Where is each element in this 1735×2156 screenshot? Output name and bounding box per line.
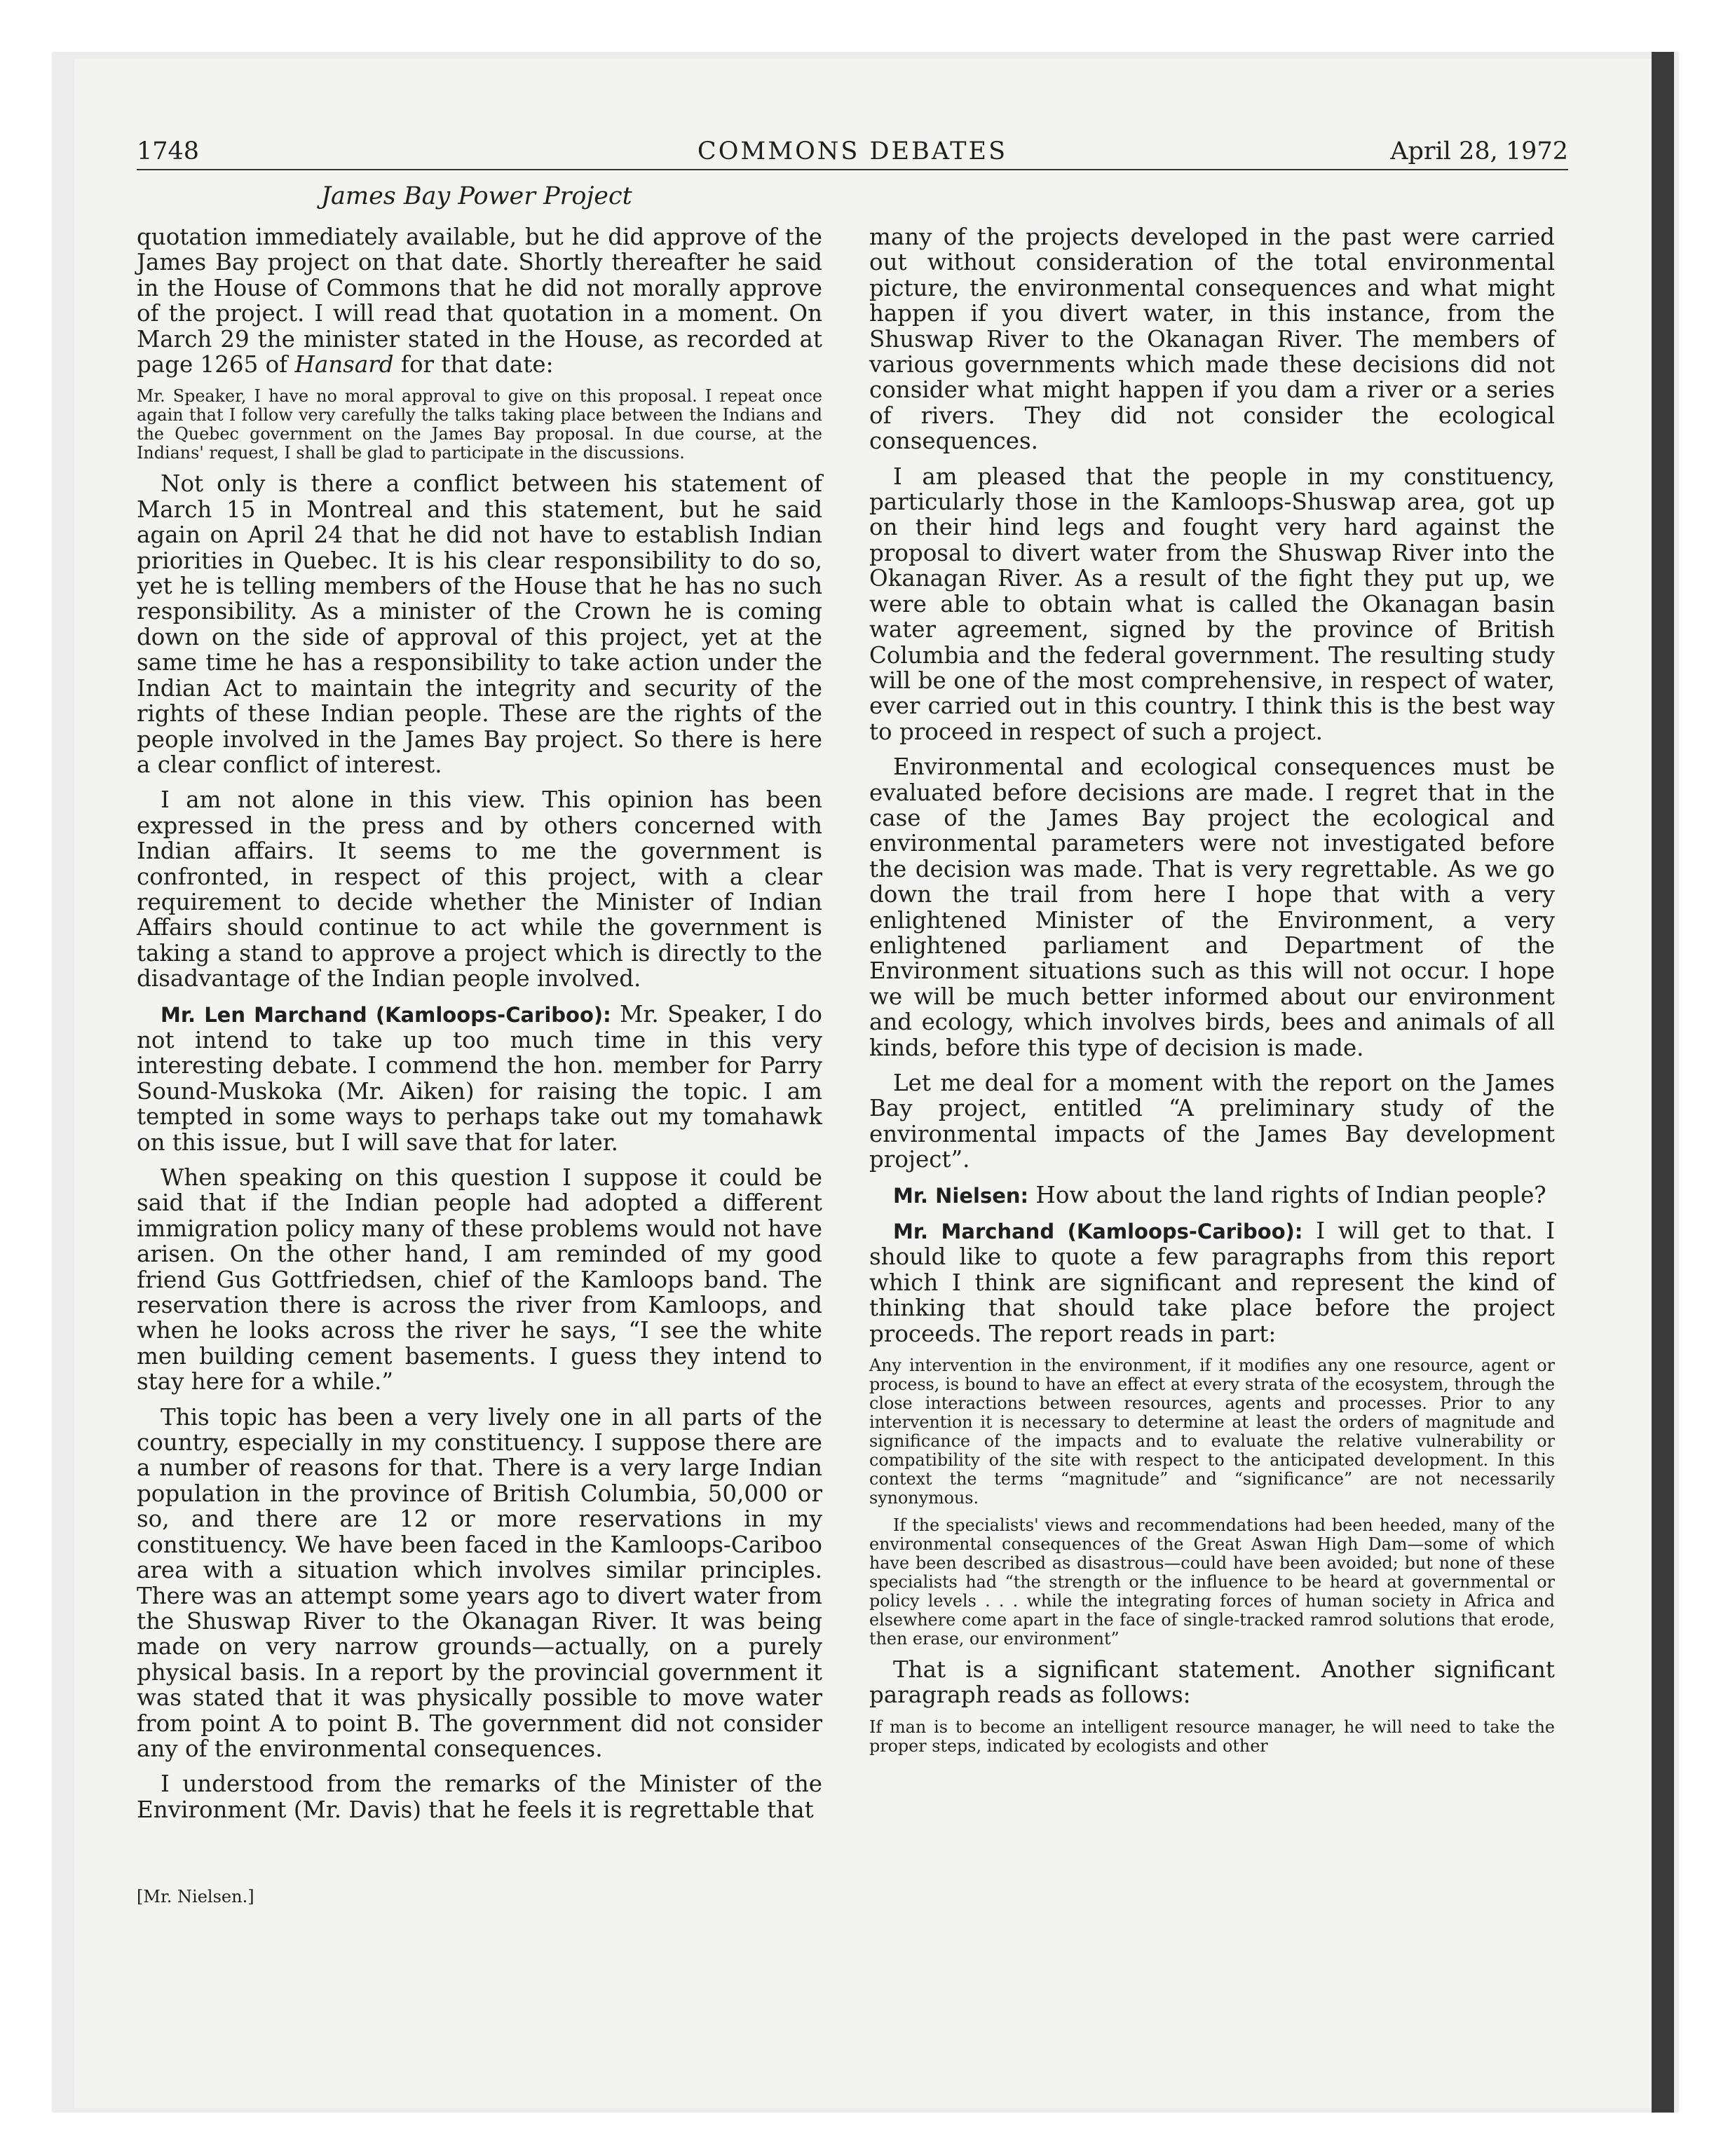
paragraph [869,1182,1555,1208]
paragraph: When speaking on this question I suppose it could be said that if the Indian people had adopted a different immigration policy many of these problems would not have arisen. On the other hand, I am reminded of my good friend Gus Gottfriedsen, chief of the Kamloops band. The reservation there is across the river from Kamloops, and when he looks across the river he says, “I see the white men building cement basements. I guess they intend to stay here for a while.” [137,1164,822,1396]
paragraph-text: Mr. Speaker, I do not intend to take up too much time in this very interesting debate. I commend the hon. member for Parry Sound-Muskoka (Mr. Aiken) for raising the topic. I am tempted in some ways to perhaps take out my tomahawk on this issue, but I will save that for later. [137,1000,822,1156]
paragraph-text: quotation immediately available, but he did approve of the James Bay project on that date. Shortly thereafter he said in the House of Commons that he did not morally approve of the project. I will read that quotation in a moment. On March 29 the minister stated in the House, as recorded at page 1265 of [137,224,822,378]
paragraph [137,224,822,377]
block-quote: If the specialists' views and recommendations had been heeded, many of the environmental consequences of the Great Aswan High Dam—some of which have been described as disastrous—could have been avoided; but none of these specialists had “the strength or the influence to be heard at governmental or policy levels . . . while the integrating forces of human society in Africa and elsewhere come apart in the face of single-tracked ramrod solutions that erode, then erase, our environment” [869,1515,1555,1649]
scan-edge-bar [1652,52,1674,2113]
page-header [137,135,1568,170]
block-quote: Any intervention in the environment, if it modifies any one resource, agent or process, is bound to have an effect at every strata of the ecosystem, through the close interactions between resources, agents and processes. Prior to any intervention it is necessary to determine at least the orders of magnitude and significance of the impacts and to evaluate the relative vulnerability or compatibility of the site with respect to the anticipated development. In this context the terms “magnitude” and “significance” are not necessarily synonymous. [869,1356,1555,1508]
right-column [869,224,1555,1764]
speaker-name: Mr. Len Marchand (Kamloops-Cariboo): [161,1002,611,1027]
paragraph: many of the projects developed in the past were carried out without consideration of the total environmental picture, the environmental consequences and what might happen if you divert water, in this instance, from the Shuswap River to the Okanagan River. The members of various governments which made these decisions did not consider what might happen if you dam a river or a series of rivers. They did not consider the ecological consequences. [869,224,1555,455]
block-quote: If man is to become an intelligent resource manager, he will need to take the proper steps, indicated by ecologists and other [869,1717,1555,1756]
header-date: April 28, 1972 [1390,137,1568,165]
paragraph [869,1218,1555,1346]
speaker-name: Mr. Marchand (Kamloops-Cariboo): [893,1220,1303,1244]
left-column [137,224,822,1832]
speaker-name: Mr. Nielsen: [893,1183,1029,1208]
paragraph: Environmental and ecological consequences must be evaluated before decisions are made. I regret that in the case of the James Bay project the ecological and environmental parameters were not investigated before the decision was made. That is very regrettable. As we go down the trail from here I hope that with a very enlightened Minister of the Environment, a very enlightened parliament and Department of the Environment situations such as this will not occur. I hope we will be much better informed about our environment and ecology, which involves birds, bees and animals of all kinds, before this type of decision is made. [869,753,1555,1061]
running-title: COMMONS DEBATES [697,137,1008,165]
paragraph-text: for that date: [393,351,554,378]
paragraph: I am not alone in this view. This opinion has been expressed in the press and by others concerned with Indian affairs. It seems to me the government is confronted, in respect of this project, with a clear requirement to decide whether the Minister of Indian Affairs should continue to act while the government is taking a stand to approve a project which is directly to the disadvantage of the Indian people involved. [137,786,822,992]
block-quote: Mr. Speaker, I have no moral approval to give on this proposal. I repeat once again that I follow very carefully the talks taking place between the Indians and the Quebec government on the James Bay proposal. In due course, at the Indians' request, I shall be glad to participate in the discussions. [137,386,822,463]
paragraph: I am pleased that the people in my constituency, particularly those in the Kamloops-Shuswap area, got up on their hind legs and fought very hard against the proposal to divert water from the Shuswap River into the Okanagan River. As a result of the fight they put up, we were able to obtain what is called the Okanagan basin water agreement, signed by the province of British Columbia and the federal government. The resulting study will be one of the most comprehensive, in respect of water, ever carried out in this country. I think this is the best way to proceed in respect of such a project. [869,463,1555,745]
paragraph: Not only is there a conflict between his statement of March 15 in Montreal and this statement, but he said again on April 24 that he did not have to establish Indian priorities in Quebec. It is his clear responsibility to do so, yet he is telling members of the House that he has no such responsibility. As a minister of the Crown he is coming down on the side of approval of this project, yet at the same time he has a responsibility to take action under the Indian Act to maintain the integrity and security of the rights of these Indian people. These are the rights of the people involved in the James Bay project. So there is here a clear conflict of interest. [137,470,822,778]
hansard-italic: Hansard [294,351,394,378]
page-number: 1748 [137,137,200,165]
paragraph-text: How about the land rights of Indian people? [1028,1181,1546,1208]
paragraph [137,1002,822,1155]
paragraph: This topic has been a very lively one in all parts of the country, especially in my constituency. I suppose there are a number of reasons for that. There is a very large Indian population in the province of British Columbia, 50,000 or so, and there are 12 or more reservations in my constituency. We have been faced in the Kamloops-Cariboo area with a situation which involves similar principles. There was an attempt some years ago to divert water from the Shuswap River to the Okanagan River. It was being made on very narrow grounds—actually, on a purely physical basis. In a report by the provincial government it was stated that it was physically possible to move water from point A to point B. The government did not consider any of the environmental consequences. [137,1403,822,1762]
paragraph: I understood from the remarks of the Minister of the Environment (Mr. Davis) that he feels it is regrettable that [137,1770,822,1823]
paragraph: Let me deal for a moment with the report on the James Bay project, entitled “A preliminary study of the environmental impacts of the James Bay development project”. [869,1070,1555,1173]
paragraph: That is a significant statement. Another significant paragraph reads as follows: [869,1656,1555,1709]
section-title: James Bay Power Project [321,182,632,210]
footer-note: [Mr. Nielsen.] [137,1887,254,1906]
paragraph-text: I will get to that. I should like to quote a few paragraphs from this report which I think are significant and represent the kind of thinking that should take place before the project proceeds. The report reads in part: [869,1217,1555,1347]
